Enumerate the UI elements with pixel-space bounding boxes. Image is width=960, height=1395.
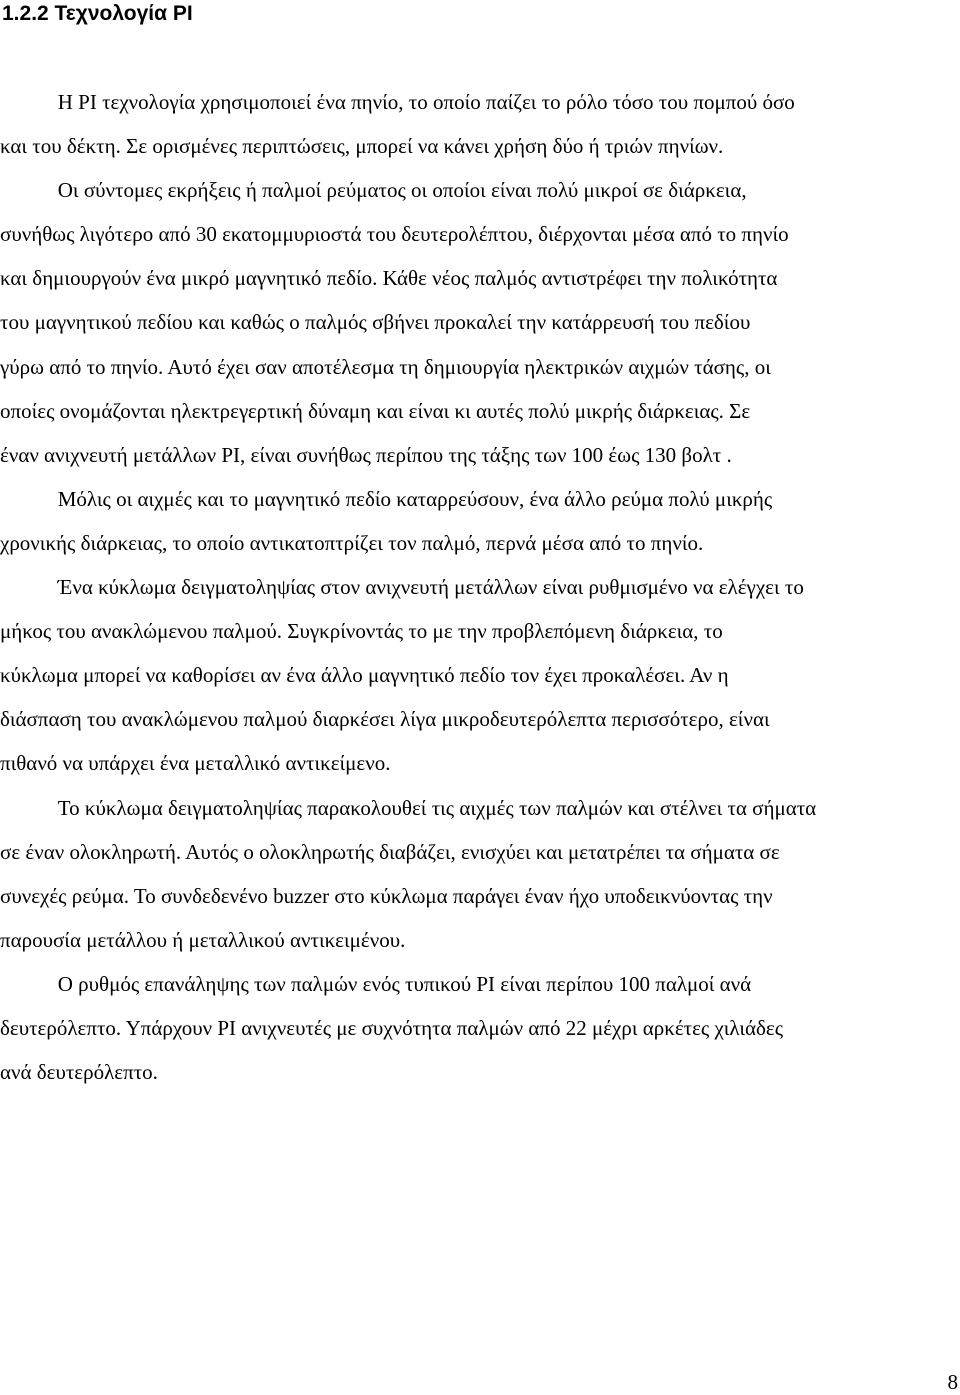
text-line: Η PI τεχνολογία χρησιμοποιεί ένα πηνίο, το οποίο παίζει το ρόλο τόσο του πομπού όσο — [0, 90, 795, 114]
text-line: διάσπαση του ανακλώμενου παλμού διαρκέσει λίγα μικροδευτερόλεπτα περισσότερο, είναι — [0, 707, 770, 732]
section-heading: 1.2.2 Τεχνολογία PI — [2, 2, 193, 25]
document-body — [0, 80, 960, 1094]
text-line: κύκλωμα μπορεί να καθορίσει αν ένα άλλο μαγνητικό πεδίο τον έχει προκαλέσει. Αν η — [0, 663, 729, 688]
text-line: χρονικής διάρκειας, το οποίο αντικατοπτρίζει τον παλμό, περνά μέσα από το πηνίο. — [0, 530, 704, 555]
text-line: Ο ρυθμός επανάληψης των παλμών ενός τυπικού PI είναι περίπου 100 παλμοί ανά — [0, 971, 752, 996]
text-line: οποίες ονομάζονται ηλεκτρεγερτική δύναμη και είναι κι αυτές πολύ μικρής διάρκειας. Σε — [0, 398, 751, 423]
text-line: συνεχές ρεύμα. Το συνδεδενένο buzzer στο κύκλωμα παράγει έναν ήχο υποδεικνύοντας την — [0, 883, 773, 908]
text-line: Οι σύντομες εκρήξεις ή παλμοί ρεύματος οι οποίοι είναι πολύ μικροί σε διάρκεια, — [0, 178, 747, 203]
text-line: Μόλις οι αιχμές και το μαγνητικό πεδίο καταρρεύσουν, ένα άλλο ρεύμα πολύ μικρής — [0, 486, 773, 511]
text-line: και του δέκτη. Σε ορισμένες περιπτώσεις, μπορεί να κάνει χρήση δύο ή τριών πηνίων. — [0, 134, 724, 159]
text-line: δευτερόλεπτο. Υπάρχουν PI ανιχνευτές με συχνότητα παλμών από 22 μέχρι αρκέτες χιλιάδες — [0, 1015, 784, 1040]
text-line: και δημιουργούν ένα μικρό μαγνητικό πεδίο. Κάθε νέος παλμός αντιστρέφει την πολικότητα — [0, 266, 778, 291]
text-line: ανά δευτερόλεπτο. — [0, 1060, 158, 1085]
text-line: του μαγνητικού πεδίου και καθώς ο παλμός σβήνει προκαλεί την κατάρρευσή του πεδίου — [0, 310, 751, 335]
text-line: Ένα κύκλωμα δειγματοληψίας στον ανιχνευτή μετάλλων είναι ρυθμισμένο να ελέγχει το — [0, 575, 804, 600]
text-line: σε έναν ολοκληρωτή. Αυτός ο ολοκληρωτής διαβάζει, ενισχύει και μετατρέπει τα σήματα σε — [0, 839, 780, 864]
text-line: παρουσία μετάλλου ή μεταλλικού αντικειμένου. — [0, 927, 406, 952]
text-line: συνήθως λιγότερο από 30 εκατομμυριοστά του δευτερολέπτου, διέρχονται μέσα από το πηνίο — [0, 222, 789, 247]
text-line: Το κύκλωμα δειγματοληψίας παρακολουθεί τις αιχμές των παλμών και στέλνει τα σήματα — [0, 795, 817, 820]
text-line: μήκος του ανακλώμενου παλμού. Συγκρίνοντάς το με την προβλεπόμενη διάρκεια, το — [0, 619, 723, 644]
page-number: 8 — [947, 1370, 958, 1394]
text-line: έναν ανιχνευτή μετάλλων PI, είναι συνήθως περίπου της τάξης των 100 έως 130 βολτ . — [0, 442, 732, 467]
text-line: γύρω από το πηνίο. Αυτό έχει σαν αποτέλεσμα τη δημιουργία ηλεκτρικών αιχμών τάσης, οι — [0, 354, 771, 379]
text-line: πιθανό να υπάρχει ένα μεταλλικό αντικείμενο. — [0, 751, 391, 776]
